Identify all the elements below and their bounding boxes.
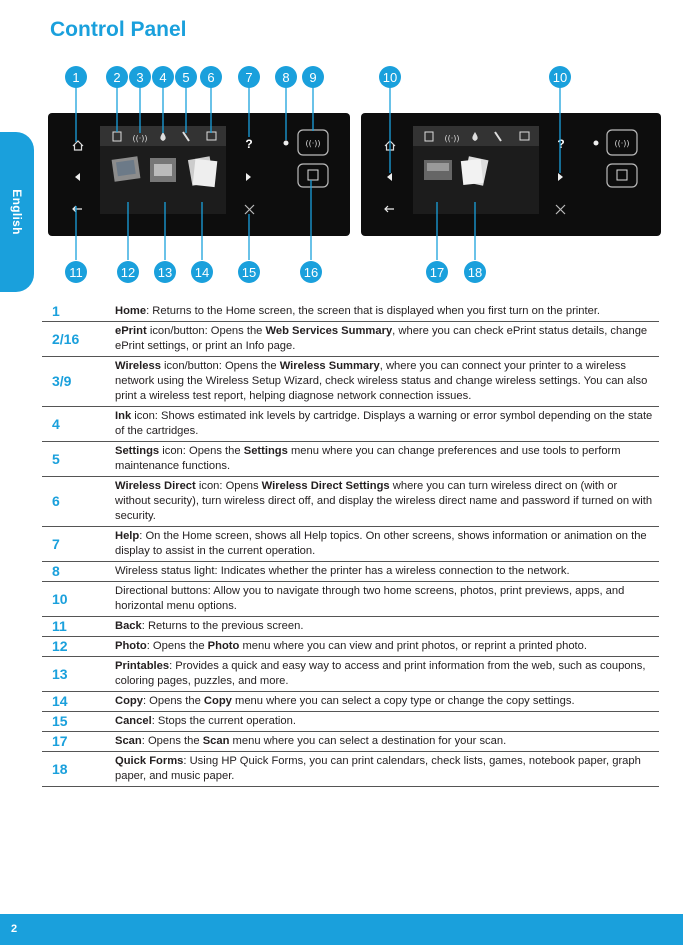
legend-text: , where you can check ePrint status details, change ePrint settings, or print an Info page.	[115, 325, 648, 352]
callout-11	[65, 261, 87, 283]
legend-number: 5	[42, 442, 115, 477]
legend-term: Settings	[243, 445, 288, 457]
legend-description	[115, 302, 659, 322]
legend-text: icon/button: Opens the	[146, 325, 266, 337]
legend-term: Web Services Summary	[265, 325, 393, 337]
callout-1-label: 1	[72, 70, 80, 85]
legend-term: Ink	[115, 410, 132, 422]
callout-10-left-label: 10	[382, 70, 398, 85]
callout-7-label: 7	[245, 70, 253, 85]
legend-term: Printables	[115, 660, 170, 672]
legend-text: icon: Shows estimated ink levels by cartridge. Displays a warning or error symbol depending on the state of the cartridges.	[115, 410, 653, 437]
legend-row	[42, 752, 659, 787]
page-number: 2	[11, 923, 18, 935]
legend-text: menu where you can select a destination for your scan.	[229, 735, 507, 747]
callout-12-label: 12	[120, 265, 136, 280]
wireless-icon	[132, 134, 147, 143]
legend-description	[115, 442, 659, 477]
legend-number: 12	[42, 637, 115, 657]
callout-13-label: 13	[157, 265, 173, 280]
wireless-status-light	[284, 141, 289, 146]
callout-13	[154, 261, 176, 283]
callout-10-right	[549, 66, 571, 88]
legend-term: Photo	[115, 640, 147, 652]
callout-3	[129, 66, 151, 88]
legend-term: Wireless Direct	[115, 480, 196, 492]
control-panel-left	[48, 113, 350, 236]
legend-text: : Opens the	[142, 695, 204, 707]
page-footer	[0, 914, 683, 945]
legend-text: menu where you can change preferences and use tools to perform maintenance functions.	[115, 445, 621, 472]
legend-number: 1	[42, 302, 115, 322]
callout-3-label: 3	[136, 70, 144, 85]
photo-icon	[112, 156, 141, 181]
copy-icon	[188, 156, 217, 187]
legend-description	[115, 752, 659, 787]
legend-term: Copy	[203, 695, 232, 707]
callout-15-label: 15	[241, 265, 257, 280]
svg-text:?: ?	[245, 137, 253, 151]
legend-row	[42, 562, 659, 582]
legend-term: Help	[115, 530, 140, 542]
control-panel-right	[361, 113, 661, 236]
legend-body	[42, 302, 659, 787]
scan-icon	[424, 160, 452, 180]
legend-number: 2/16	[42, 322, 115, 357]
help-icon	[557, 137, 564, 151]
legend-term: Copy	[115, 695, 143, 707]
legend-row	[42, 357, 659, 407]
legend-description	[115, 407, 659, 442]
callout-16	[300, 261, 322, 283]
callout-8-label: 8	[282, 70, 290, 85]
callout-16-label: 16	[303, 265, 319, 280]
callout-17-label: 17	[429, 265, 445, 280]
wireless-icon	[444, 134, 459, 143]
callout-8	[275, 66, 297, 88]
legend-number: 4	[42, 407, 115, 442]
callout-9	[302, 66, 324, 88]
legend-term: Photo	[207, 640, 240, 652]
legend-description	[115, 732, 659, 752]
legend-row	[42, 442, 659, 477]
callout-2	[106, 66, 128, 88]
wireless-status-light	[594, 141, 599, 146]
legend-number: 3/9	[42, 357, 115, 407]
callout-17	[426, 261, 448, 283]
svg-text:((·)): ((·))	[305, 139, 321, 148]
legend-text: : Stops the current operation.	[151, 715, 296, 727]
callout-18	[464, 261, 486, 283]
legend-text: : Opens the	[146, 640, 208, 652]
legend-description	[115, 357, 659, 407]
legend-row	[42, 527, 659, 562]
legend-text: : Returns to the Home screen, the screen that is displayed when you first turn on the printer.	[146, 305, 601, 317]
svg-text:((·)): ((·))	[444, 134, 460, 143]
legend-row	[42, 617, 659, 637]
callout-18-label: 18	[467, 265, 483, 280]
svg-text:((·)): ((·))	[614, 139, 630, 148]
legend-text: : Using HP Quick Forms, you can print calendars, check lists, games, notebook paper, graph paper, and music paper.	[115, 755, 641, 782]
legend-row	[42, 477, 659, 527]
legend-term: Wireless Direct Settings	[261, 480, 390, 492]
callout-2-label: 2	[113, 70, 121, 85]
callout-4	[152, 66, 174, 88]
language-tab-label: English	[10, 189, 24, 235]
legend-number: 13	[42, 657, 115, 692]
legend-text: icon: Opens the	[159, 445, 244, 457]
callout-6	[200, 66, 222, 88]
legend-row	[42, 582, 659, 617]
legend-text: icon/button: Opens the	[160, 360, 280, 372]
legend-term: Settings	[115, 445, 160, 457]
callout-15	[238, 261, 260, 283]
legend-text: menu where you can view and print photos, or reprint a printed photo.	[239, 640, 587, 652]
callout-14-label: 14	[194, 265, 210, 280]
legend-term: Home	[115, 305, 147, 317]
legend-description	[115, 322, 659, 357]
callout-4-label: 4	[159, 70, 167, 85]
callout-10-left	[379, 66, 401, 88]
svg-text:?: ?	[557, 137, 565, 151]
callout-1	[65, 66, 87, 88]
callout-10-right-label: 10	[552, 70, 568, 85]
callout-14	[191, 261, 213, 283]
legend-text: Wireless status light: Indicates whether the printer has a wireless connection to the network.	[115, 565, 570, 577]
legend-row	[42, 657, 659, 692]
callout-5-label: 5	[182, 70, 190, 85]
callout-5	[175, 66, 197, 88]
legend-number: 11	[42, 617, 115, 637]
legend-description	[115, 562, 659, 582]
legend-number: 7	[42, 527, 115, 562]
legend-term: Cancel	[115, 715, 152, 727]
help-icon	[245, 137, 252, 151]
legend-number: 8	[42, 562, 115, 582]
legend-row	[42, 407, 659, 442]
legend-text: Directional buttons: Allow you to navigate through two home screens, photos, print previews, apps, and horizontal menu options.	[115, 585, 625, 612]
callout-9-label: 9	[309, 70, 317, 85]
legend-table	[42, 302, 659, 787]
legend-description	[115, 712, 659, 732]
legend-description	[115, 692, 659, 712]
legend-term: Scan	[202, 735, 230, 747]
legend-number: 18	[42, 752, 115, 787]
legend-term: Back	[115, 620, 142, 632]
legend-description	[115, 637, 659, 657]
legend-number: 15	[42, 712, 115, 732]
legend-description	[115, 527, 659, 562]
legend-row	[42, 712, 659, 732]
legend-term: ePrint	[115, 325, 147, 337]
callout-11-label: 11	[69, 265, 83, 280]
printables-icon	[150, 158, 176, 182]
legend-number: 10	[42, 582, 115, 617]
legend-text: icon: Opens	[195, 480, 262, 492]
svg-text:((·)): ((·))	[132, 134, 148, 143]
legend-description	[115, 582, 659, 617]
callout-6-label: 6	[207, 70, 215, 85]
legend-row	[42, 732, 659, 752]
page-title: Control Panel	[50, 18, 187, 41]
legend-row	[42, 302, 659, 322]
legend-text: : Returns to the previous screen.	[141, 620, 304, 632]
legend-term: Scan	[115, 735, 142, 747]
legend-text: : Provides a quick and easy way to access and print information from the web, such as coupons, coloring pages, puzzles, and more.	[115, 660, 646, 687]
legend-text: : On the Home screen, shows all Help topics. On other screens, shows information or animation on the display to assist in the current operation.	[115, 530, 647, 557]
legend-row	[42, 322, 659, 357]
legend-number: 17	[42, 732, 115, 752]
legend-row	[42, 637, 659, 657]
legend-number: 14	[42, 692, 115, 712]
legend-text: , where you can connect your printer to a wireless network using the Wireless Setup Wizard, check wireless status and change wireless settings. You can also print a wireless test report, helping diagnose network connection issues.	[115, 360, 648, 402]
legend-term: Wireless	[115, 360, 161, 372]
legend-description	[115, 617, 659, 637]
legend-text: where you can turn wireless direct on (with or without security), turn wireless direct off, and display the wireless direct name and password if turned on with security.	[115, 480, 653, 522]
legend-term: Wireless Summary	[279, 360, 380, 372]
legend-term: Quick Forms	[115, 755, 184, 767]
legend-description	[115, 477, 659, 527]
legend-text: : Opens the	[141, 735, 203, 747]
legend-number: 6	[42, 477, 115, 527]
callout-12	[117, 261, 139, 283]
callout-7	[238, 66, 260, 88]
legend-text: menu where you can select a copy type or change the copy settings.	[231, 695, 575, 707]
legend-description	[115, 657, 659, 692]
legend-row	[42, 692, 659, 712]
control-panel-figure	[0, 60, 683, 290]
